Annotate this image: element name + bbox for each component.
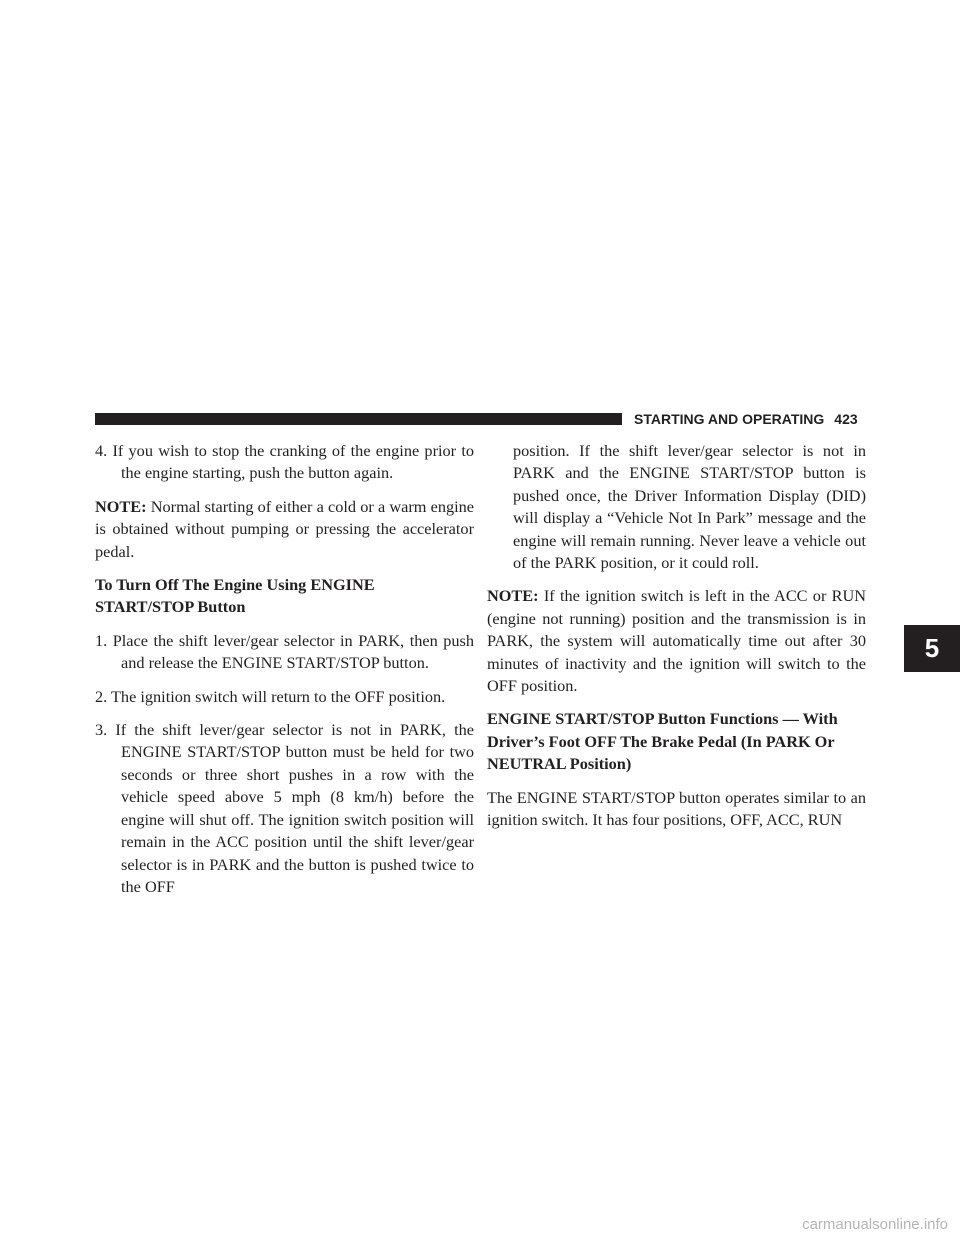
running-header [634,409,858,429]
section-title: STARTING AND OPERATING [634,411,825,427]
body-paragraph: The ENGINE START/STOP button operates similar to an ignition switch. It has four positions, OFF, ACC, RUN [487,787,866,830]
header-rule [95,413,622,425]
note-label: NOTE: [487,586,539,606]
section-heading-button-functions: ENGINE START/STOP Button Functions — With Driver’s Foot OFF The Brake Pedal (In PARK Or NEUTRAL Position) [487,709,838,774]
chapter-tab: 5 [904,625,960,672]
step-3: 3. If the shift lever/gear selector is not in PARK, the ENGINE START/STOP button must be held for two seconds or three short pushes in a row with the vehicle speed above 5 mph (8 km/h) before the engine will shut off. The ignition switch position will remain in the ACC position until the shift lever/gear selector is in PARK and the button is pushed twice to the OFF [95,720,474,896]
step-4: 4. If you wish to stop the cranking of the engine prior to the engine starting, push the button again. [95,441,474,483]
watermark: carmanualsonline.info [802,1216,948,1233]
note-text: If the ignition switch is left in the ACC or RUN (engine not running) position and the transmission is in PARK, the system will automatically time out after 30 minutes of inactivity and the ignition will switch to the OFF position. [487,586,866,696]
note-2 [487,585,866,697]
right-column [487,440,866,843]
step-3-continued: position. If the shift lever/gear selector is not in PARK and the ENGINE START/STOP button is pushed once, the Driver Information Display (DID) will display a “Vehicle Not In Park” message and the engine will remain running. Never leave a vehicle out of the PARK position, or it could roll. [513,441,866,573]
note-1 [95,496,474,563]
note-label: NOTE: [95,496,147,516]
left-column [95,440,474,909]
section-heading-turn-off: To Turn Off The Engine Using ENGINE START/STOP Button [95,575,375,617]
note-text: Normal starting of either a cold or a warm engine is obtained without pumping or pressing the accelerator pedal. [95,496,474,561]
step-1: 1. Place the shift lever/gear selector in PARK, then push and release the ENGINE START/STOP button. [95,630,474,673]
page-number: 423 [834,411,858,427]
step-2: 2. The ignition switch will return to the OFF position. [95,686,446,706]
